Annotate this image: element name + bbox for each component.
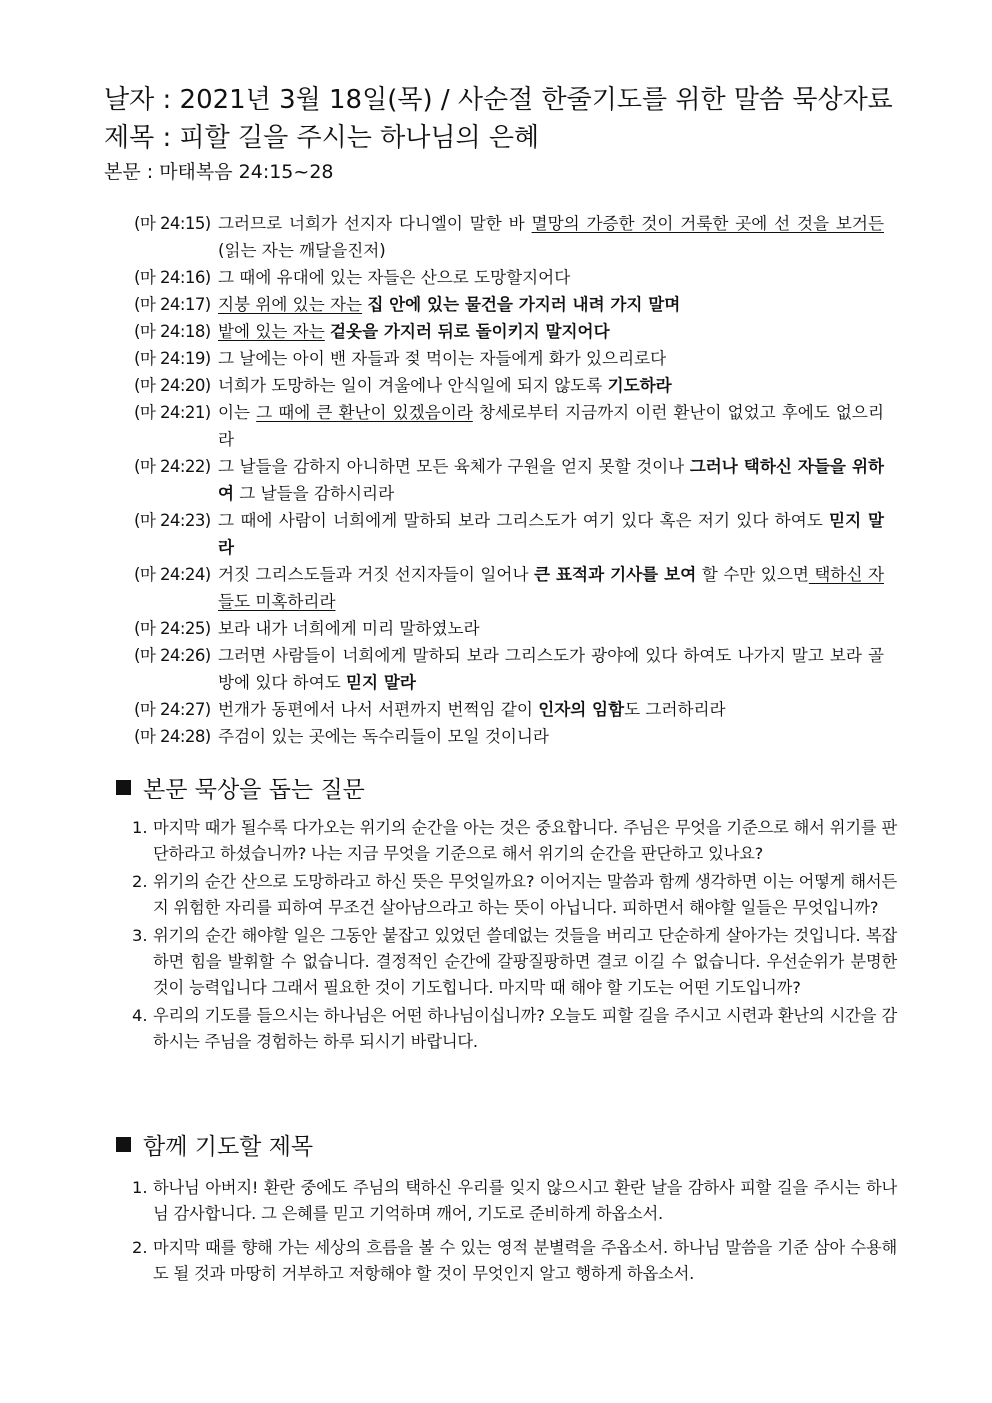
title-line: 제목 : 피할 길을 주시는 하나님의 은혜 [104,123,540,153]
list-text: 하나님 아버지! 환란 중에도 주님의 택하신 우리를 잊지 않으시고 환란 날을 감하사 피할 길을 주시는 하나님 감사합니다. 그 은혜를 믿고 기억하며 깨어, 기도로 준비하게 하옵소서. [153,1178,897,1223]
verse-reference: (마 24:17) [134,295,211,314]
verse-underline: 택하신 자들도 미혹하리라 [218,565,884,611]
verse-emphasis: 인자의 임함 [538,700,625,719]
verse-row [134,453,884,507]
verse-segment: 그러면 사람들이 너희에게 말하되 보라 그리스도가 광야에 있다 하여도 나가지 말고 보라 골방에 있다 하여도 [218,646,884,692]
questions-heading [116,771,365,804]
verse-text [218,318,884,345]
verse-reference: (마 24:23) [134,511,211,530]
verse-reference: (마 24:19) [134,349,211,368]
prayer-heading [116,1128,313,1161]
verse-reference: (마 24:24) [134,565,211,584]
verse-reference: (마 24:18) [134,322,211,341]
list-number: 2. [132,872,148,891]
verse-segment: 너희가 도망하는 일이 겨울에나 안식일에 되지 않도록 [218,376,608,395]
list-number: 3. [132,926,148,945]
scripture-reference-line: 본문 : 마태복음 24:15~28 [104,161,334,183]
verse-text [218,615,884,642]
list-number: 2. [132,1238,148,1257]
verse-segment: 그 날들을 감하시리라 [234,484,395,503]
verse-text [218,399,884,453]
verse-reference: (마 24:16) [134,268,211,287]
verse-text [218,372,884,399]
verse-segment: 할 수만 있으면 [696,565,809,584]
verse-segment: 창세로부터 지금까지 이런 환난이 없었고 후에도 없으리라 [218,403,884,449]
verse-segment: 이는 [218,403,257,422]
questions-list [132,815,897,1057]
verse-reference: (마 24:26) [134,646,211,665]
verse-emphasis: 큰 표적과 기사를 보여 [533,565,697,584]
list-item [132,869,897,921]
verse-emphasis: 기도하라 [607,376,672,395]
verse-row [134,615,884,642]
verse-row [134,696,884,723]
list-number: 4. [132,1006,148,1025]
verse-segment: 거짓 그리스도들과 거짓 선지자들이 일어나 [218,565,534,584]
verse-row [134,723,884,750]
verse-row [134,507,884,561]
verse-reference: (마 24:28) [134,727,211,746]
verse-row [134,264,884,291]
verse-text [218,264,884,291]
list-item [132,923,897,1001]
verse-segment: 그 때에 유대에 있는 자들은 산으로 도망할지어다 [218,268,571,287]
date-line: 날자 : 2021년 3월 18일(목) / 사순절 한줄기도를 위한 말씀 묵상자료 [104,85,893,115]
verse-text [218,453,884,507]
verse-segment: (읽는 자는 깨달을진저) [218,241,386,260]
list-item [132,1235,897,1287]
verse-underline: 지붕 위에 있는 자는 [218,295,363,314]
verse-underline: 그 때에 큰 환난이 있겠음이라 [256,403,473,422]
square-bullet-icon [116,1137,131,1152]
verse-emphasis: 집 안에 있는 물건을 가지러 내려 가지 말며 [367,295,681,314]
verse-text [218,561,884,615]
verse-text [218,210,884,264]
verse-row [134,399,884,453]
verse-segment: 주검이 있는 곳에는 독수리들이 모일 것이니라 [218,727,549,746]
square-bullet-icon [116,780,131,795]
list-number: 1. [132,818,148,837]
list-item [132,1003,897,1055]
list-text: 우리의 기도를 들으시는 하나님은 어떤 하나님이십니까? 오늘도 피할 길을 주시고 시련과 환난의 시간을 감하시는 주님을 경험하는 하루 되시기 바랍니다. [153,1006,897,1051]
verse-text [218,345,884,372]
verse-text [218,507,884,561]
verse-underline: 밭에 있는 자는 [218,322,325,341]
verse-emphasis: 믿지 말라 [346,673,416,692]
verse-segment: 번개가 동편에서 나서 서편까지 번쩍임 같이 [218,700,539,719]
verse-segment: 그러므로 너희가 선지자 다니엘이 말한 바 [218,214,532,233]
verse-segment: 그 날에는 아이 밴 자들과 젖 먹이는 자들에게 화가 있으리로다 [218,349,667,368]
verse-segment: 그 날들을 감하지 아니하면 모든 육체가 구원을 얻지 못할 것이나 [218,457,690,476]
list-text: 위기의 순간 해야할 일은 그동안 붙잡고 있었던 쓸데없는 것들을 버리고 단순하게 살아가는 것입니다. 복잡하면 힘을 발휘할 수 없습니다. 결정적인 순간에 갈팡질팡하면 결코 이길 수 없습니다. 우선순위가 분명한 것이 능력입니다 그래서 필요한 것이 기도힙니다. 마지막 때 해야 할 기도는 어떤 기도입니까? [153,926,897,997]
verse-row [134,372,884,399]
prayer-list [132,1175,897,1295]
list-text: 마지막 때가 될수록 다가오는 위기의 순간을 아는 것은 중요합니다. 주님은 무엇을 기준으로 해서 위기를 판단하라고 하셨습니까? 나는 지금 무엇을 기준으로 해서 위기의 순간을 판단하고 있나요? [153,818,897,863]
verse-reference: (마 24:22) [134,457,211,476]
list-text: 마지막 때를 향해 가는 세상의 흐름을 볼 수 있는 영적 분별력을 주옵소서. 하나님 말씀을 기준 삼아 수용해도 될 것과 마땅히 거부하고 저항해야 할 것이 무엇인지 알고 행하게 하옵소서. [153,1238,897,1283]
verse-reference: (마 24:21) [134,403,211,422]
verse-emphasis: 믿지 말라 [218,511,885,557]
list-number: 1. [132,1178,148,1197]
verse-text [218,696,884,723]
verse-segment: 그 때에 사람이 너희에게 말하되 보라 그리스도가 여기 있다 혹은 저기 있다 하여도 [218,511,830,530]
verse-text [218,291,884,318]
list-item [132,1175,897,1227]
list-item [132,815,897,867]
prayer-heading-text: 함께 기도할 제목 [143,1134,314,1160]
verse-segment: 도 그러하리라 [624,700,726,719]
verse-reference: (마 24:20) [134,376,211,395]
verse-segment: 보라 내가 너희에게 미리 말하였노라 [218,619,480,638]
questions-heading-text: 본문 묵상을 돕는 질문 [143,777,365,803]
verse-emphasis: 겉옷을 가지러 뒤로 돌이키지 말지어다 [330,322,610,341]
verse-row [134,291,884,318]
scripture-verses [134,210,884,750]
verse-reference: (마 24:25) [134,619,211,638]
verse-text [218,723,884,750]
verse-row [134,210,884,264]
verse-row [134,642,884,696]
verse-row [134,561,884,615]
list-text: 위기의 순간 산으로 도망하라고 하신 뜻은 무엇일까요? 이어지는 말씀과 함께 생각하면 이는 어떻게 해서든지 위험한 자리를 피하여 무조건 살아남으라고 하는 뜻이 아닙니다. 피하면서 해야할 일들은 무엇입니까? [153,872,897,917]
verse-emphasis: 그러나 택하신 자들을 위하여 [218,457,885,503]
verse-reference: (마 24:27) [134,700,211,719]
verse-underline: 멸망의 가증한 것이 거룩한 곳에 선 것을 보거든 [531,214,884,233]
verse-reference: (마 24:15) [134,214,211,233]
verse-text [218,642,884,696]
verse-row [134,318,884,345]
verse-row [134,345,884,372]
